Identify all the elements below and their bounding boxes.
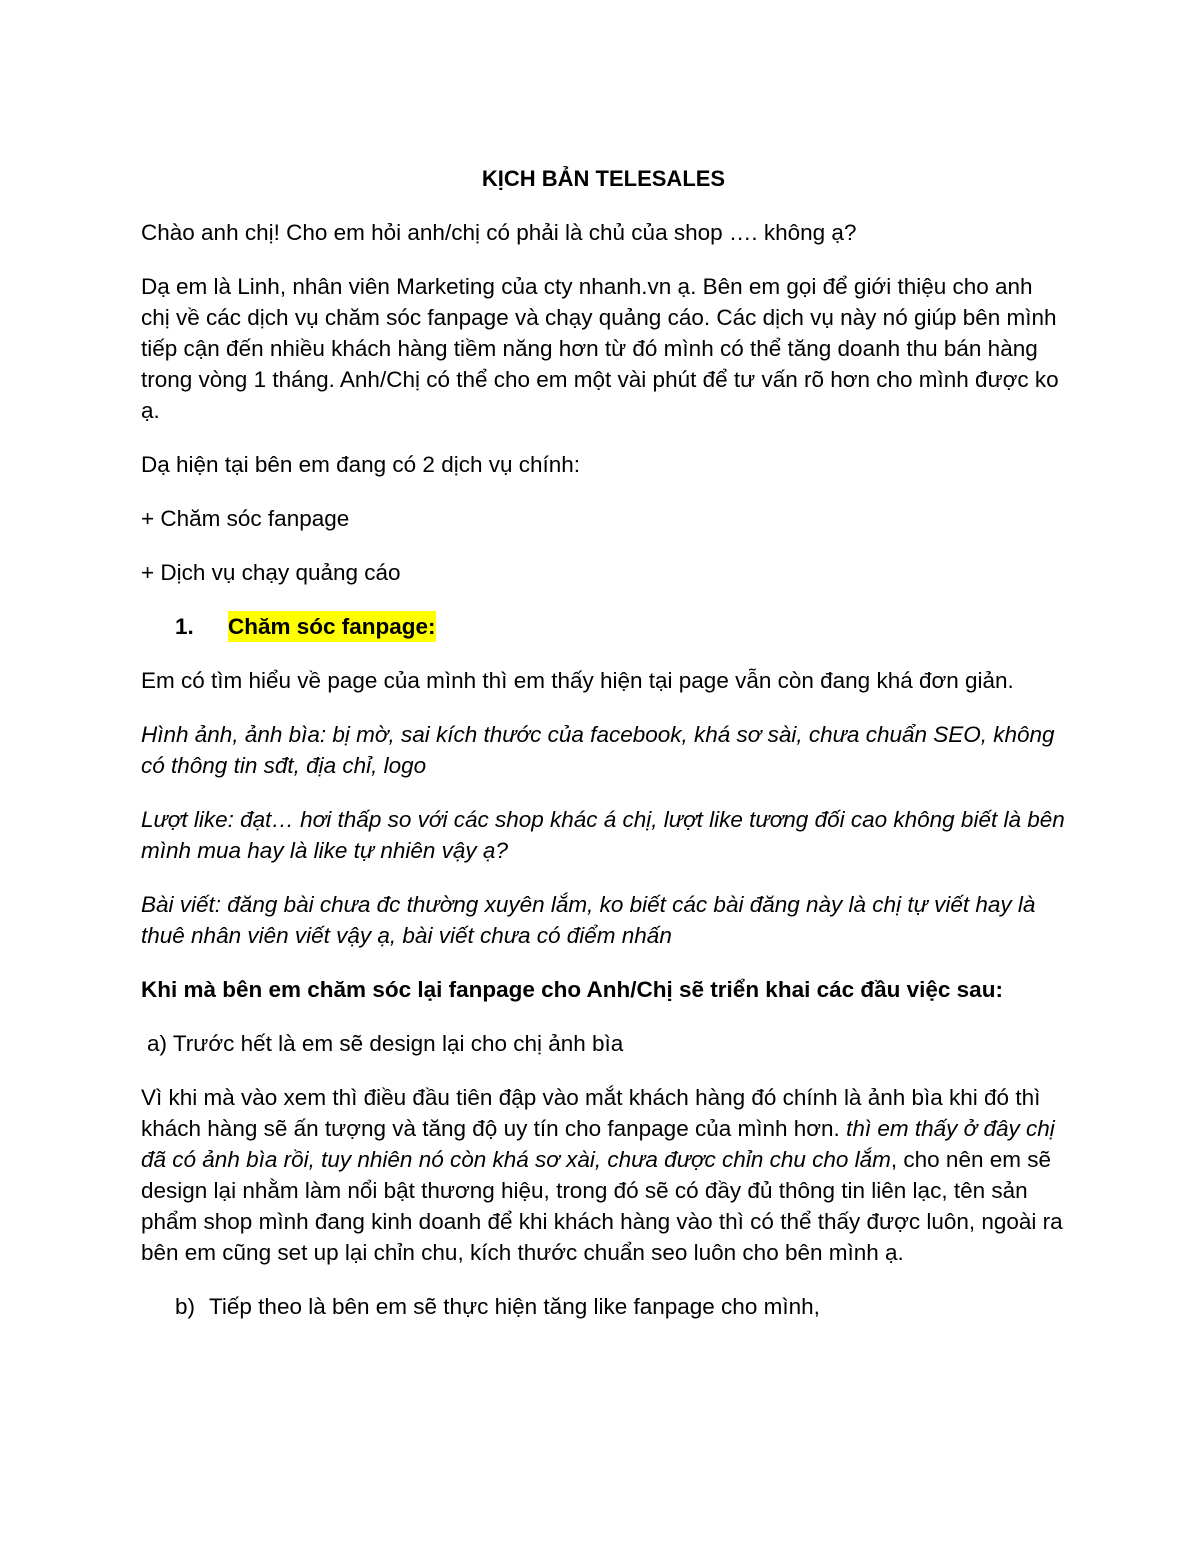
task-b bbox=[141, 1291, 1066, 1322]
observation-paragraph: Em có tìm hiểu về page của mình thì em thấy hiện tại page vẫn còn đang khá đơn giản. bbox=[141, 668, 1014, 693]
section-number: 1. bbox=[175, 614, 194, 639]
task-a-detail-text-1: Vì khi mà vào xem thì điều đầu tiên đập vào mắt khách hàng đó chính là ảnh bìa khi đó thì khách hàng sẽ ấn tượng và tăng độ uy tín cho fanpage của mình hơn. bbox=[141, 1085, 1041, 1141]
tasks-heading: Khi mà bên em chăm sóc lại fanpage cho Anh/Chị sẽ triển khai các đầu việc sau: bbox=[141, 977, 1003, 1002]
greeting-paragraph: Chào anh chị! Cho em hỏi anh/chị có phải là chủ của shop …. không ạ? bbox=[141, 220, 857, 245]
document-title: KỊCH BẢN TELESALES bbox=[481, 166, 726, 191]
task-a: a) Trước hết là em sẽ design lại cho chị ảnh bìa bbox=[147, 1031, 624, 1056]
task-b-label: b) bbox=[175, 1294, 196, 1319]
task-b-text: Tiếp theo là bên em sẽ thực hiện tăng like fanpage cho mình, bbox=[209, 1294, 820, 1319]
task-a-detail-text-2: , cho nên em sẽ design lại nhằm làm nổi bật thương hiệu, trong đó sẽ có đầy đủ thông tin liên lạc, tên sản phẩm shop mình đang kinh doanh để khi khách hàng vào thì có thể thấy được luôn, ngoài ra bên em cũng set up lại chỉn chu, kích thước chuẩn seo luôn cho bên mình ạ. bbox=[141, 1147, 1063, 1265]
service-item-fanpage: + Chăm sóc fanpage bbox=[141, 506, 350, 531]
task-a-detail bbox=[141, 1082, 1066, 1268]
note-images: Hình ảnh, ảnh bìa: bị mờ, sai kích thước của facebook, khá sơ sài, chưa chuẩn SEO, không có thông tin sđt, địa chỉ, logo bbox=[141, 722, 1055, 778]
task-a-detail-italic: thì em thấy ở đây chị đã có ảnh bìa rồi, tuy nhiên nó còn khá sơ xài, chưa được chỉn chu cho lắm bbox=[141, 1116, 1055, 1172]
note-posts: Bài viết: đăng bài chưa đc thường xuyên lắm, ko biết các bài đăng này là chị tự viết hay là thuê nhân viên viết vậy ạ, bài viết chưa có điểm nhấn bbox=[141, 892, 1036, 948]
intro-paragraph: Dạ em là Linh, nhân viên Marketing của cty nhanh.vn ạ. Bên em gọi để giới thiệu cho anh chị về các dịch vụ chăm sóc fanpage và chạy quảng cáo. Các dịch vụ này nó giúp bên mình tiếp cận đến nhiều khách hàng tiềm năng hơn từ đó mình có thể tăng doanh thu bán hàng trong vòng 1 tháng. Anh/Chị có thể cho em một vài phút để tư vấn rõ hơn cho mình được ko ạ. bbox=[141, 274, 1059, 423]
service-item-ads: + Dịch vụ chạy quảng cáo bbox=[141, 560, 401, 585]
section-heading-fanpage bbox=[141, 611, 1066, 642]
note-likes: Lượt like: đạt… hơi thấp so với các shop khác á chị, lượt like tương đối cao không biết là bên mình mua hay là like tự nhiên vậy ạ? bbox=[141, 807, 1065, 863]
section-title-highlighted: Chăm sóc fanpage: bbox=[228, 611, 436, 642]
services-intro: Dạ hiện tại bên em đang có 2 dịch vụ chính: bbox=[141, 452, 581, 477]
document-page bbox=[141, 163, 1066, 1345]
